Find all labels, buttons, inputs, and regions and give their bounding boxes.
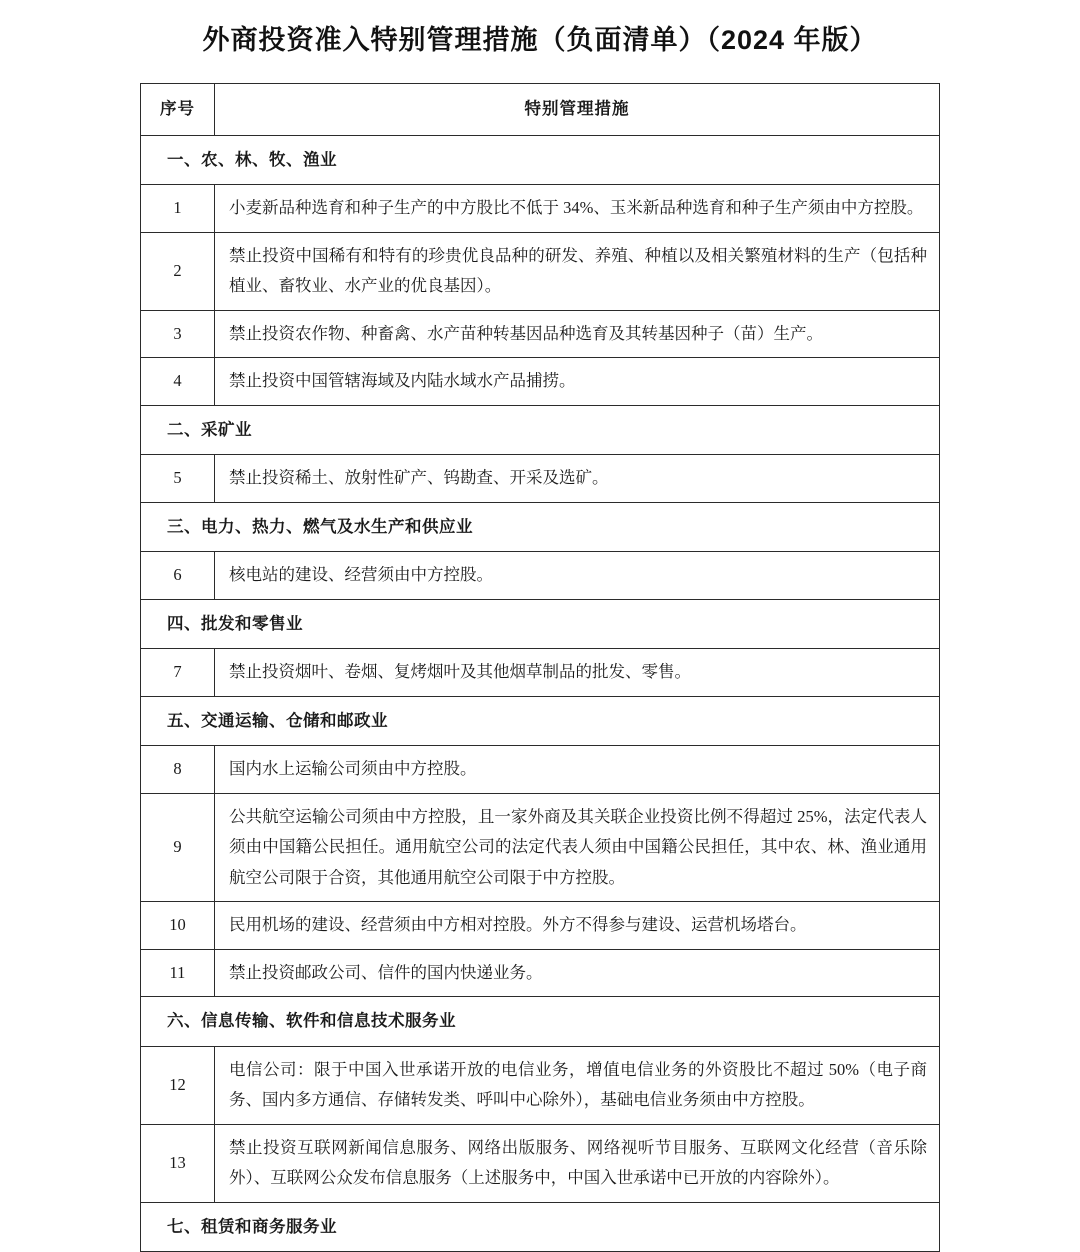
table-section-row	[141, 997, 940, 1047]
row-number: 2	[141, 232, 215, 310]
negative-list-table-wrapper	[140, 83, 940, 1252]
table-row	[141, 746, 940, 794]
row-measure-text: 禁止投资农作物、种畜禽、水产苗种转基因品种选育及其转基因种子（苗）生产。	[215, 310, 940, 358]
row-measure-text: 禁止投资邮政公司、信件的国内快递业务。	[215, 949, 940, 997]
row-number: 7	[141, 649, 215, 697]
row-number: 3	[141, 310, 215, 358]
table-section-row	[141, 502, 940, 552]
row-number: 4	[141, 358, 215, 406]
table-row	[141, 949, 940, 997]
table-section-row	[141, 599, 940, 649]
section-heading: 三、电力、热力、燃气及水生产和供应业	[141, 502, 940, 552]
row-number: 11	[141, 949, 215, 997]
row-measure-text: 小麦新品种选育和种子生产的中方股比不低于 34%、玉米新品种选育和种子生产须由中方控股。	[215, 185, 940, 233]
section-heading: 五、交通运输、仓储和邮政业	[141, 696, 940, 746]
row-number: 13	[141, 1124, 215, 1202]
row-number: 10	[141, 902, 215, 950]
section-heading: 一、农、林、牧、渔业	[141, 135, 940, 185]
row-measure-text: 公共航空运输公司须由中方控股，且一家外商及其关联企业投资比例不得超过 25%，法定代表人须由中国籍公民担任。通用航空公司的法定代表人须由中国籍公民担任，其中农、林、渔业通用航空公司限于合资，其他通用航空公司限于中方控股。	[215, 793, 940, 902]
row-measure-text: 国内水上运输公司须由中方控股。	[215, 746, 940, 794]
section-heading: 四、批发和零售业	[141, 599, 940, 649]
document-page	[0, 18, 1080, 1252]
table-row	[141, 1046, 940, 1124]
table-row	[141, 358, 940, 406]
table-row	[141, 455, 940, 503]
table-row	[141, 232, 940, 310]
table-section-row	[141, 135, 940, 185]
page-title: 外商投资准入特别管理措施（负面清单）（2024 年版）	[202, 25, 878, 55]
table-row	[141, 649, 940, 697]
row-measure-text: 电信公司：限于中国入世承诺开放的电信业务，增值电信业务的外资股比不超过 50%（电子商务、国内多方通信、存储转发类、呼叫中心除外），基础电信业务须由中方控股。	[215, 1046, 940, 1124]
table-row	[141, 185, 940, 233]
section-heading: 二、采矿业	[141, 405, 940, 455]
section-heading: 六、信息传输、软件和信息技术服务业	[141, 997, 940, 1047]
table-body	[141, 84, 940, 1252]
table-row	[141, 793, 940, 902]
row-measure-text: 禁止投资互联网新闻信息服务、网络出版服务、网络视听节目服务、互联网文化经营（音乐除外）、互联网公众发布信息服务（上述服务中，中国入世承诺中已开放的内容除外）。	[215, 1124, 940, 1202]
table-row	[141, 552, 940, 600]
row-number: 6	[141, 552, 215, 600]
row-number: 8	[141, 746, 215, 794]
table-section-row	[141, 1202, 940, 1252]
table-section-row	[141, 696, 940, 746]
row-measure-text: 核电站的建设、经营须由中方控股。	[215, 552, 940, 600]
row-measure-text: 禁止投资稀土、放射性矿产、钨勘查、开采及选矿。	[215, 455, 940, 503]
row-measure-text: 禁止投资中国稀有和特有的珍贵优良品种的研发、养殖、种植以及相关繁殖材料的生产（包括种植业、畜牧业、水产业的优良基因）。	[215, 232, 940, 310]
table-row	[141, 1124, 940, 1202]
row-number: 9	[141, 793, 215, 902]
column-header-measure: 特别管理措施	[215, 84, 940, 136]
row-measure-text: 禁止投资烟叶、卷烟、复烤烟叶及其他烟草制品的批发、零售。	[215, 649, 940, 697]
row-number: 12	[141, 1046, 215, 1124]
table-row	[141, 902, 940, 950]
negative-list-table	[140, 83, 940, 1252]
row-measure-text: 禁止投资中国管辖海域及内陆水域水产品捕捞。	[215, 358, 940, 406]
column-header-number: 序号	[141, 84, 215, 136]
row-number: 1	[141, 185, 215, 233]
row-measure-text: 民用机场的建设、经营须由中方相对控股。外方不得参与建设、运营机场塔台。	[215, 902, 940, 950]
section-heading: 七、租赁和商务服务业	[141, 1202, 940, 1252]
table-row	[141, 310, 940, 358]
table-header-row	[141, 84, 940, 136]
row-number: 5	[141, 455, 215, 503]
table-section-row	[141, 405, 940, 455]
